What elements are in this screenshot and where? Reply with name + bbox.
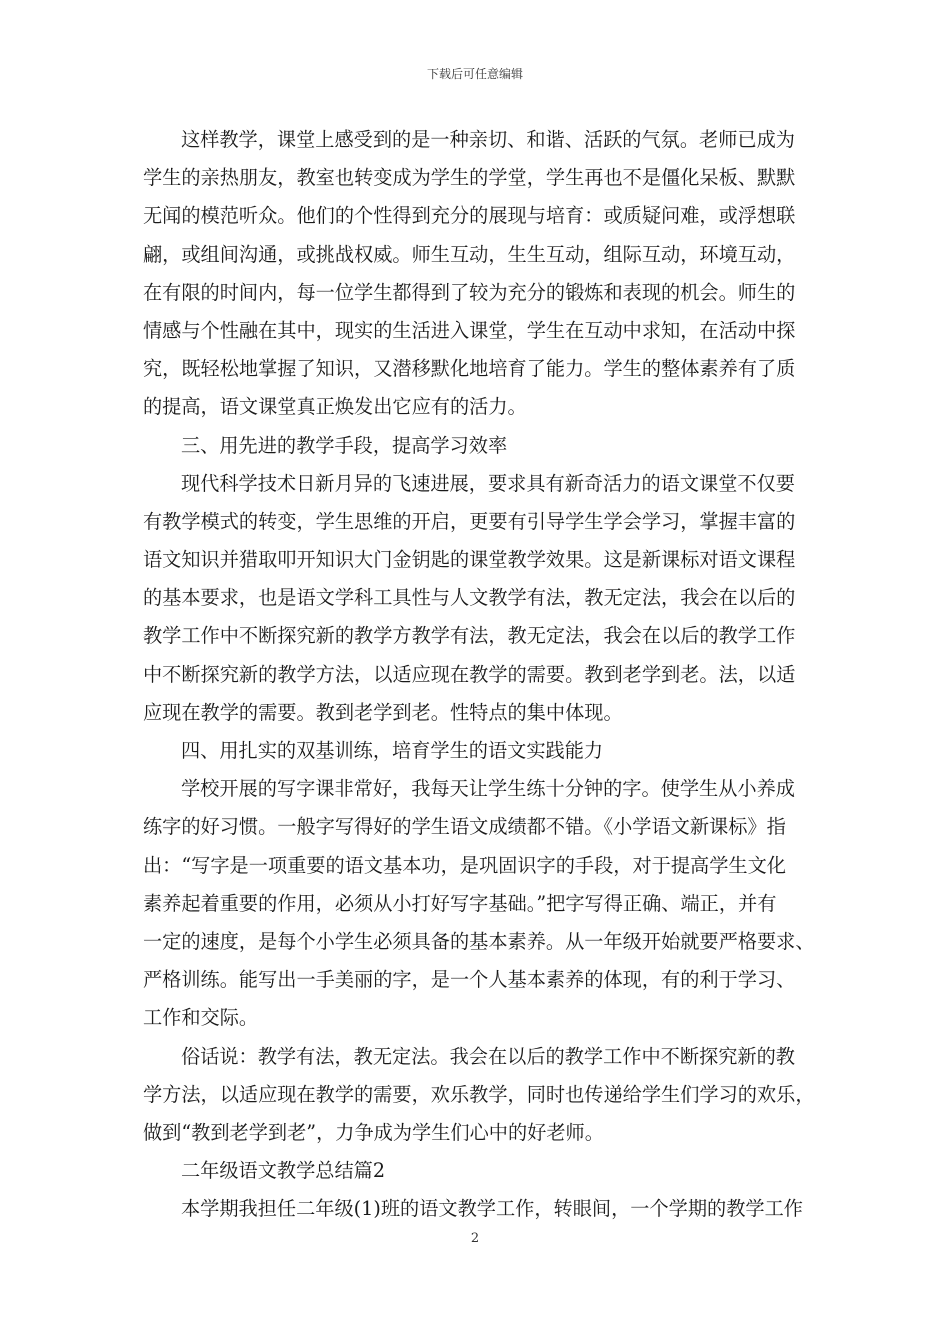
paragraph-line: 学校开展的写字课非常好，我每天让学生练十分钟的字。使学生从小养成 [181,777,795,801]
paragraph-line: 究，既轻松地掌握了知识，又潜移默化地培育了能力。学生的整体素养有了质 [143,357,796,381]
paragraph-line: 工作和交际。 [143,1006,259,1030]
section-heading: 二年级语文教学总结篇2 [181,1159,386,1183]
paragraph-line: 一定的速度，是每个小学生必须具备的基本素养。从一年级开始就要严格要求、 [143,929,815,953]
paragraph-line: 严格训练。能写出一手美丽的字，是一个人基本素养的体现，有的利于学习、 [143,968,796,992]
section-heading: 四、用扎实的双基训练，培育学生的语文实践能力 [181,739,604,762]
paragraph-line: 语文知识并猎取叩开知识大门金钥匙的课堂教学效果。这是新课标对语文课程 [143,548,796,572]
paragraph-line: 现代科学技术日新月异的飞速进展，要求具有新奇活力的语文课堂不仅要 [181,471,795,495]
paragraph-line: 中不断探究新的教学方法，以适应现在教学的需要。教到老学到老。法，以适 [143,662,796,686]
paragraph-line: 这样教学，课堂上感受到的是一种亲切、和谐、活跃的气氛。老师已成为 [181,128,795,151]
paragraph-line: 练字的好习惯。一般字写得好的学生语文成绩都不错。《小学语文新课标》指 [143,815,786,839]
paragraph-line: 学生的亲热朋友，教室也转变成为学生的学堂，学生再也不是僵化呆板、默默 [143,166,796,190]
paragraph-line: 在有限的时间内，每一位学生都得到了较为充分的锻炼和表现的机会。师生的 [143,280,796,304]
paragraph-line: 素养起着重要的作用，必须从小打好写字基础。”把字写得正确、端正，并有 [143,891,777,915]
paragraph-line: 应现在教学的需要。教到老学到老。性特点的集中体现。 [143,700,623,724]
document-body [143,121,817,1228]
paragraph-line: 无闻的模范听众。他们的个性得到充分的展现与培育：或质疑问难，或浮想联 [143,204,796,228]
paragraph-line: 翩，或组间沟通，或挑战权威。师生互动，生生互动，组际互动，环境互动， [143,242,796,266]
paragraph-line: 学方法，以适应现在教学的需要，欢乐教学，同时也传递给学生们学习的欢乐， [143,1082,815,1106]
page-header: 下载后可任意编辑 [426,67,523,81]
paragraph-line: 情感与个性融在其中，现实的生活进入课堂，学生在互动中求知，在活动中探 [143,318,796,342]
paragraph-line: 教学工作中不断探究新的教学方教学有法，教无定法，我会在以后的教学工作 [143,624,796,648]
section-heading: 三、用先进的教学手段，提高学习效率 [181,433,508,457]
paragraph-line: 有教学模式的转变，学生思维的开启，更要有引导学生学会学习，掌握丰富的 [143,509,796,533]
paragraph-line: 的提高，语文课堂真正焕发出它应有的活力。 [143,395,527,419]
paragraph-line: 的基本要求，也是语文学科工具性与人文教学有法，教无定法，我会在以后的 [143,586,796,610]
paragraph-line: 做到“教到老学到老”，力争成为学生们心中的好老师。 [143,1120,604,1144]
paragraph-line: 出：“写字是一项重要的语文基本功，是巩固识字的手段，对于提高学生文化 [143,853,786,877]
paragraph-line: 本学期我担任二年级(1)班的语文教学工作，转眼间，一个学期的教学工作 [181,1197,803,1221]
page-number: 2 [470,1231,480,1246]
paragraph-line: 俗话说：教学有法，教无定法。我会在以后的教学工作中不断探究新的教 [181,1044,795,1068]
